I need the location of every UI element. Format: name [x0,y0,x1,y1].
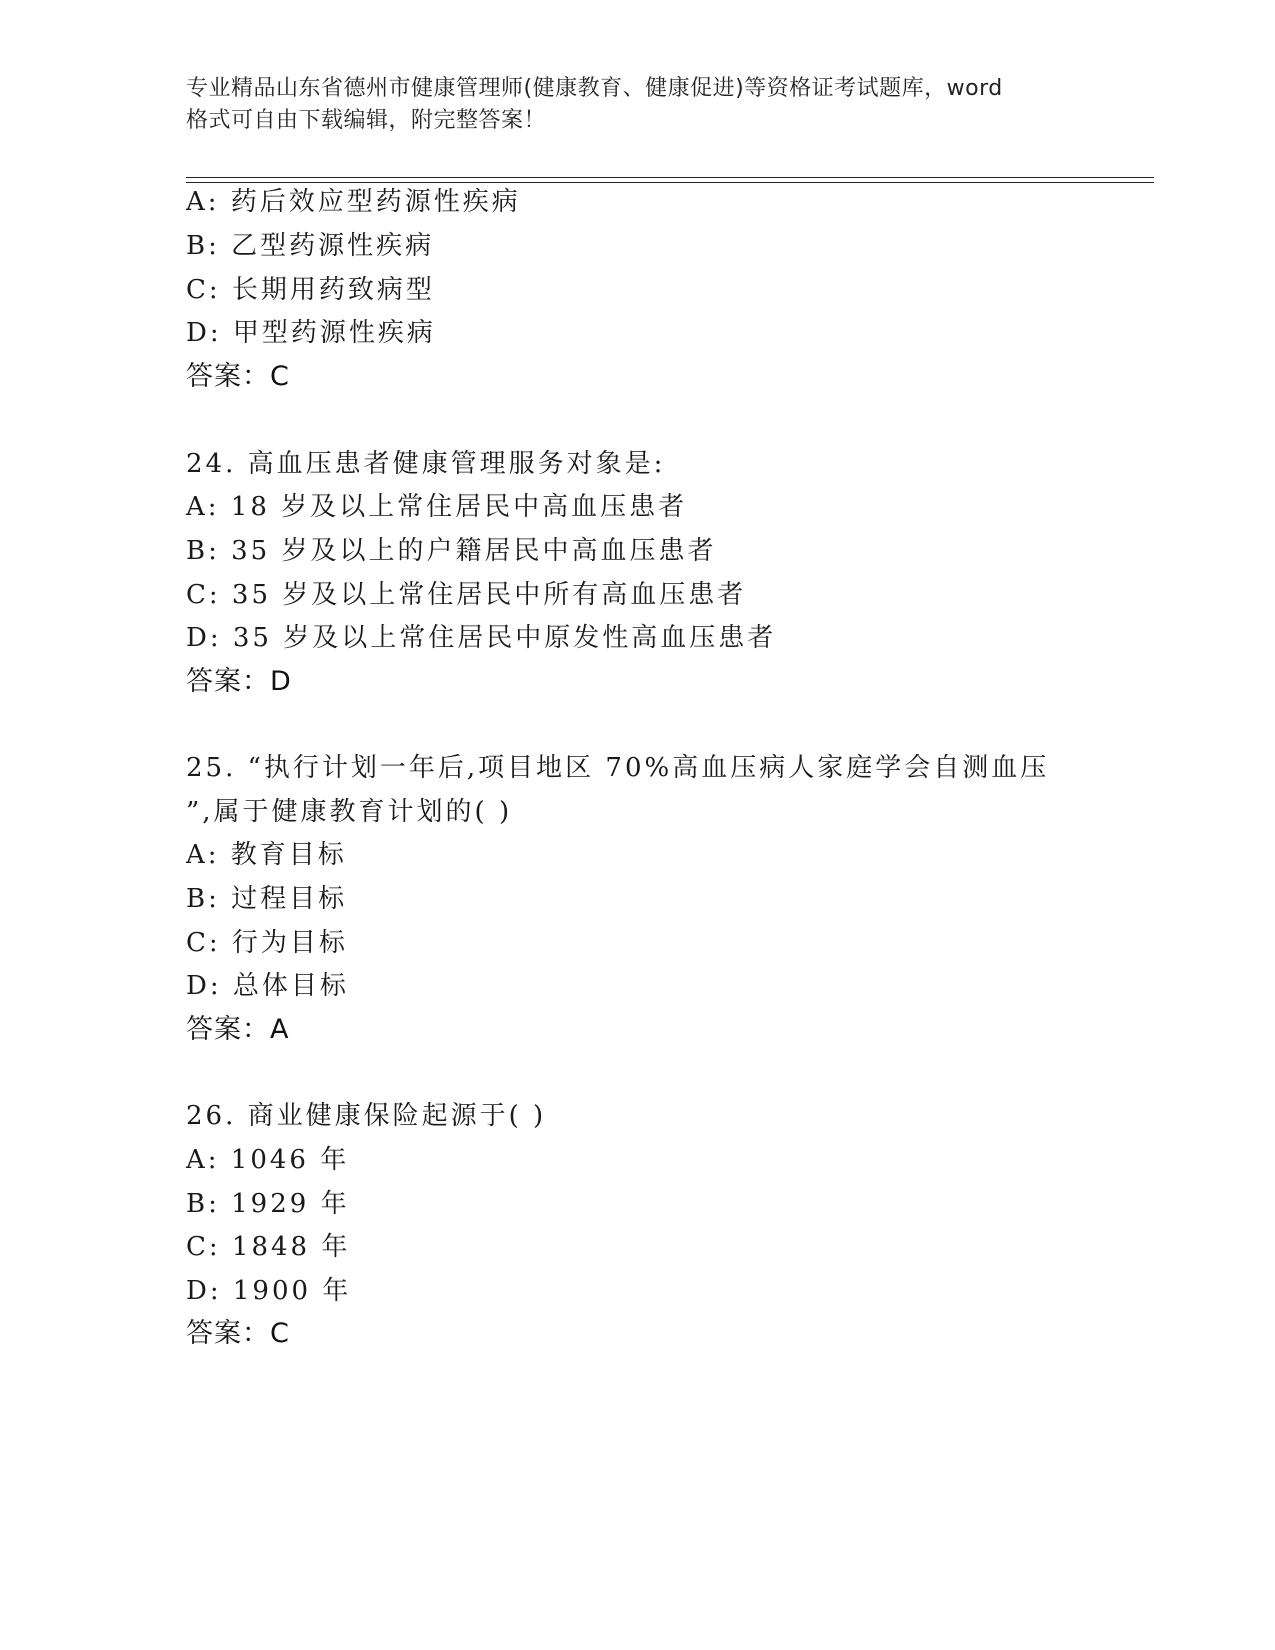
q26-option-d: D: 1900 年 [186,1276,352,1306]
q25-option-c: C: 行为目标 [186,928,348,958]
header-line-1: 专业精品山东省德州市健康管理师(健康教育、健康促进)等资格证考试题库，word [186,76,1003,101]
q24-answer: 答案：D [186,666,292,697]
q25-answer: 答案：A [186,1014,290,1045]
q24-option-c: C: 35 岁及以上常住居民中所有高血压患者 [186,580,747,610]
q25-option-d: D: 总体目标 [186,971,349,1001]
q25-option-b: B: 过程目标 [186,884,348,914]
header-rule-top [186,177,1154,178]
q23-option-a: A: 药后效应型药源性疾病 [186,187,521,217]
q23-option-c: C: 长期用药致病型 [186,275,435,305]
q24-option-a: A: 18 岁及以上常住居民中高血压患者 [186,492,688,522]
q26-answer: 答案：C [186,1318,290,1349]
q24-option-d: D: 35 岁及以上常住居民中原发性高血压患者 [186,623,777,653]
q26-option-c: C: 1848 年 [186,1232,351,1262]
q25-stem-line-2: ”,属于健康教育计划的( ) [186,797,513,827]
q26-option-b: B: 1929 年 [186,1189,350,1219]
header-line-2: 格式可自由下载编辑，附完整答案！ [186,108,547,133]
q26-option-a: A: 1046 年 [186,1145,350,1175]
document-header [186,73,1116,137]
q25-option-a: A: 教育目标 [186,840,347,870]
q24-option-b: B: 35 岁及以上的户籍居民中高血压患者 [186,536,717,566]
q23-option-b: B: 乙型药源性疾病 [186,231,435,261]
q23-answer: 答案：C [186,361,290,392]
q23-option-d: D: 甲型药源性疾病 [186,318,436,348]
q25-stem-line-1: 25. “执行计划一年后,项目地区 70%高血压病人家庭学会自测血压 [186,753,1050,783]
q24-stem: 24. 高血压患者健康管理服务对象是: [186,449,666,479]
q26-stem: 26. 商业健康保险起源于( ) [186,1101,547,1131]
header-rule-bottom [186,182,1154,183]
